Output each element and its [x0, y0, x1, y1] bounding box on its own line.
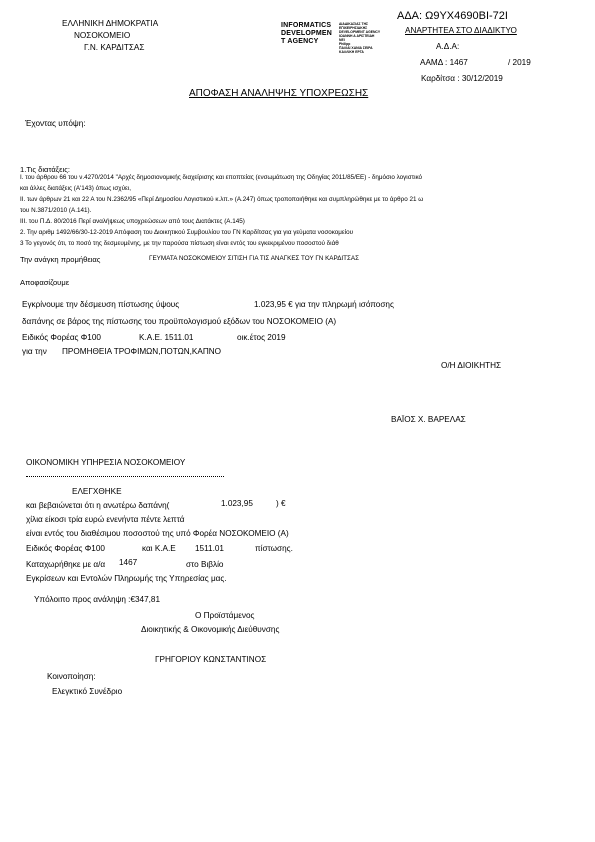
- provision-line: και άλλες διατάξεις (Α'143) όπως ισχύει,: [20, 185, 131, 192]
- admin-name: ΒΑΪΟΣ Χ. ΒΑΡΕΛΑΣ: [391, 415, 466, 424]
- head-department: Διοικητικής & Οικονομικής Διεύθυνσης: [141, 625, 280, 634]
- for-label: για την: [22, 347, 47, 356]
- ada-label: Α.Δ.Α:: [436, 42, 460, 51]
- finance-credit: πίστωσης.: [255, 544, 293, 553]
- logo-small-6: Philipp: [339, 42, 351, 46]
- publishable-online: ΑΝΑΡΤΗΤΕΑ ΣΤΟ ΔΙΑΔΙΚΤΥΟ: [405, 26, 517, 35]
- provision-line: ΙΙ. των άρθρων 21 και 22 Α του Ν.2362/95 «Περί Δημοσίου Λογιστικού κ.λπ.» (Α.247) όπως τροποποιήθηκε και συμπληρώθηκε με το άρθρο 21 ω: [20, 196, 424, 203]
- expense-line: δαπάνης σε βάρος της πίστωσης του προϋπολογισμού εξόδων του ΝΟΣΟΚΟΜΕΙΟ (Α): [22, 317, 337, 326]
- org-line-3: Γ.Ν. ΚΑΡΔΙΤΣΑΣ: [84, 43, 145, 52]
- provision-line: 2. Την αριθμ 1492/66/30-12-2019 Απόφαση του Διοικητικού Συμβουλίου του ΓΝ Καρδίτσας για για γεύματα νοσοκομείου: [20, 229, 354, 236]
- kae-code: Κ.Α.Ε. 1511.01: [139, 333, 194, 342]
- logo-small-7: ΠΑΛΙΑΙ ΧΑΝΙΑ ΣΕΙΡΑ: [339, 46, 373, 50]
- logo-small-8: ΚΑΛΛΙΚΗ ΕΡΓΑ: [339, 50, 364, 54]
- org-line-1: ΕΛΛΗΝΙΚΗ ΔΗΜΟΚΡΑΤΙΑ: [62, 19, 159, 28]
- approvals-text: Εγκρίσεων και Εντολών Πληρωμής της Υπηρεσίας μας.: [26, 574, 227, 583]
- amount-in-words: χίλια είκοσι τρία ευρώ ενενήντα πέντε λεπτά: [26, 515, 185, 524]
- logo-small-3: DEVELOPMENT AGENCY: [339, 30, 381, 34]
- finance-service: ΟΙΚΟΝΟΜΙΚΗ ΥΠΗΡΕΣΙΑ ΝΟΣΟΚΟΜΕΙΟΥ: [26, 458, 186, 467]
- checked-label: ΕΛΕΓΧΘΗΚΕ: [72, 487, 122, 496]
- page-title: ΑΠΟΦΑΣΗ ΑΝΑΛΗΨΗΣ ΥΠΟΧΡΕΩΣΗΣ: [189, 88, 369, 99]
- confirm-unit: ) €: [276, 499, 286, 508]
- finance-kae-label: και Κ.Α.Ε: [142, 544, 176, 553]
- having-regard: Έχοντας υπόψη:: [25, 119, 86, 128]
- dotted-separator: [26, 476, 224, 477]
- logo-text-1: INFORMATICS: [281, 22, 332, 29]
- confirm-amount: 1.023,95: [221, 499, 253, 508]
- cc-label: Κοινοποίηση:: [47, 672, 96, 681]
- logo-small-4: ΙΩΑΝΝΗ Α ΑΡΙΣΤΕΙΔΗ: [339, 34, 375, 38]
- admin-role: Ο/Η ΔΙΟΙΚΗΤΗΣ: [441, 361, 502, 370]
- need-value: ΓΕΥΜΑΤΑ ΝΟΣΟΚΟΜΕΙΟΥ ΣΙΤΙΣΗ ΓΙΑ ΤΙΣ ΑΝΑΓΚΕΣ ΤΟΥ ΓΝ ΚΑΡΔΙΤΣΑΣ: [149, 255, 360, 262]
- provision-line: του Ν.3871/2010 (Α.141).: [20, 207, 92, 214]
- approve-text: Εγκρίνουμε την δέσμευση πίστωσης ύψους: [22, 300, 180, 309]
- ada-number: ΑΔΑ: Ω9ΥΧ4690ΒΙ-72Ι: [397, 10, 508, 22]
- logo-small-2: ΕΠΙΧΕΙΡΗΣΙΑΚΗΣ: [339, 26, 368, 30]
- recorded-number: 1467: [119, 558, 138, 567]
- within-budget: είναι εντός του διαθέσιμου ποσοστού της υπό Φορέα ΝΟΣΟΚΟΜΕΙΟ (Α): [26, 529, 289, 538]
- approve-amount: 1.023,95 € για την πληρωμή ισόποσης: [254, 300, 394, 309]
- fiscal-year: οικ.έτος 2019: [237, 333, 286, 342]
- org-line-2: ΝΟΣΟΚΟΜΕΙΟ: [74, 31, 131, 40]
- need-label: Την ανάγκη προμήθειας: [20, 255, 101, 264]
- logo-small-1: ΔΙΑΔΙΚΑΣΙΑΣ ΤΗΣ: [339, 22, 369, 26]
- confirm-text: και βεβαιώνεται ότι η ανωτέρω δαπάνη(: [26, 501, 170, 510]
- for-value: ΠΡΟΜΗΘΕΙΑ ΤΡΟΦΙΜΩΝ,ΠΟΤΩΝ,ΚΑΠΝΟ: [62, 347, 222, 356]
- finance-body-code: Ειδικός Φορέας Φ100: [26, 544, 105, 553]
- head-name: ΓΡΗΓΟΡΙΟΥ ΚΩΝΣΤΑΝΤΙΝΟΣ: [155, 655, 267, 664]
- head-title: Ο Προϊστάμενος: [195, 611, 255, 620]
- remaining-amount: Υπόλοιπο προς ανάληψη :€347,81: [34, 595, 161, 604]
- provisions-heading: 1.Τις διατάξεις:: [20, 165, 70, 174]
- logo-text-3: T AGENCY: [281, 38, 319, 45]
- logo-text-2: DEVELOPMEN: [281, 30, 333, 37]
- cc-value: Ελεγκτικό Συνέδριο: [52, 687, 123, 696]
- aamd-number: ΑΑΜΔ : 1467: [420, 58, 468, 67]
- decide-heading: Αποφασίζουμε: [20, 278, 70, 287]
- logo-small-5: ΝΕΙ: [339, 38, 345, 42]
- aamd-year: / 2019: [508, 58, 531, 67]
- provision-line: 3 Το γεγονός ότι, το ποσό της δεσμευμένης, με την παρούσα πίστωση είναι εντός του εγκεκριμένου ποσοστού διάθ: [20, 240, 339, 247]
- provision-line: ΙΙΙ. του Π.Δ. 80/2016 Περί αναλήψεως υποχρεώσεων από τους Διατάκτες (Α.145): [20, 218, 245, 225]
- place-date: Καρδίτσα : 30/12/2019: [421, 74, 503, 83]
- book-label: στο Βιβλίο: [186, 560, 224, 569]
- recorded-label: Καταχωρήθηκε με α/α: [26, 560, 106, 569]
- agency-logo: [281, 22, 396, 52]
- provision-line: Ι. του άρθρου 66 του ν.4270/2014 "Αρχές δημοσιονομικής διαχείρισης και εποπτείας (ενσωμάτωση της Οδηγίας 2011/85/ΕΕ) - δημόσιο λογιστικό: [20, 174, 423, 181]
- body-code: Ειδικός Φορέας Φ100: [22, 333, 101, 342]
- finance-kae-value: 1511.01: [195, 544, 224, 553]
